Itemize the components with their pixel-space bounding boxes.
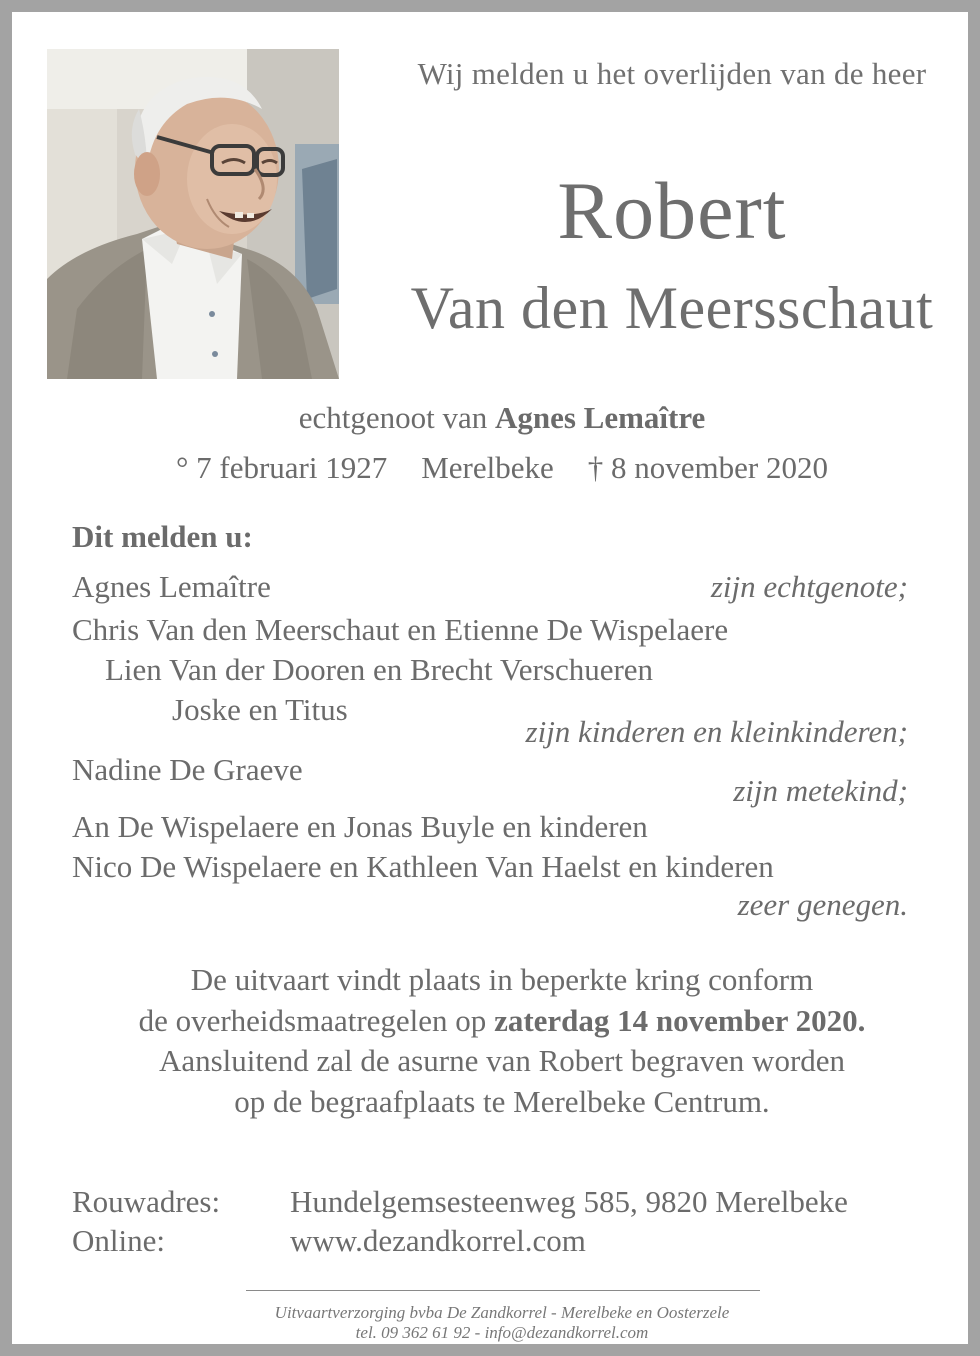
deceased-first-name: Robert xyxy=(557,165,787,256)
mourner-line: Lien Van der Dooren en Brecht Verschueren xyxy=(105,652,654,687)
funeral-date: zaterdag 14 november 2020. xyxy=(494,1002,866,1038)
funeral-line-prefix: de overheidsmaatregelen op xyxy=(138,1002,495,1038)
relation-label: zeer genegen. xyxy=(737,887,908,922)
place: Merelbeke xyxy=(421,450,554,485)
relation-label: zijn kinderen en kleinkinderen; xyxy=(525,714,908,749)
website-link[interactable]: www.dezandkorrel.com xyxy=(290,1223,586,1258)
deceased-last-name: Van den Meersschaut xyxy=(410,275,934,341)
announcement-intro: Wij melden u het overlijden van de heer xyxy=(417,56,927,91)
birth-date: ° 7 februari 1927 xyxy=(175,450,388,485)
spouse-prefix: echtgenoot van xyxy=(298,400,488,435)
portrait-photo xyxy=(47,49,339,379)
funeral-home-name: Uitvaartverzorging bvba De Zandkorrel - Merelbeke en Oosterzele xyxy=(274,1303,730,1322)
spouse-name: Agnes Lemaître xyxy=(494,400,706,435)
mourner-line: Chris Van den Meerschaut en Etienne De Wispelaere xyxy=(72,612,729,647)
funeral-home-contact: tel. 09 362 61 92 - info@dezandkorrel.com xyxy=(355,1323,649,1342)
footer-divider xyxy=(246,1290,760,1291)
funeral-details xyxy=(12,960,980,1122)
relation-label: zijn echtgenote; xyxy=(710,569,908,604)
funeral-line xyxy=(12,1001,980,1042)
death-date: † 8 november 2020 xyxy=(587,450,828,485)
mourner-line: Nico De Wispelaere en Kathleen Van Haelst en kinderen xyxy=(72,849,774,884)
address-label: Rouwadres: xyxy=(72,1184,221,1219)
online-label: Online: xyxy=(72,1223,165,1258)
funeral-line: Aansluitend zal de asurne van Robert begraven worden xyxy=(158,1043,846,1078)
spouse-line xyxy=(12,400,980,436)
funeral-line: De uitvaart vindt plaats in beperkte kring conform xyxy=(190,962,814,997)
life-dates xyxy=(12,450,980,486)
mourner-line: Nadine De Graeve xyxy=(72,752,303,787)
mourner-line: Joske en Titus xyxy=(172,692,348,727)
mourner-line: Agnes Lemaître xyxy=(72,569,271,604)
address-value: Hundelgemsesteenweg 585, 9820 Merelbeke xyxy=(290,1184,848,1219)
relation-label: zijn metekind; xyxy=(733,773,908,808)
mourners-heading: Dit melden u: xyxy=(72,519,253,554)
mourner-line: An De Wispelaere en Jonas Buyle en kinderen xyxy=(72,809,648,844)
funeral-line: op de begraafplaats te Merelbeke Centrum. xyxy=(234,1083,770,1119)
